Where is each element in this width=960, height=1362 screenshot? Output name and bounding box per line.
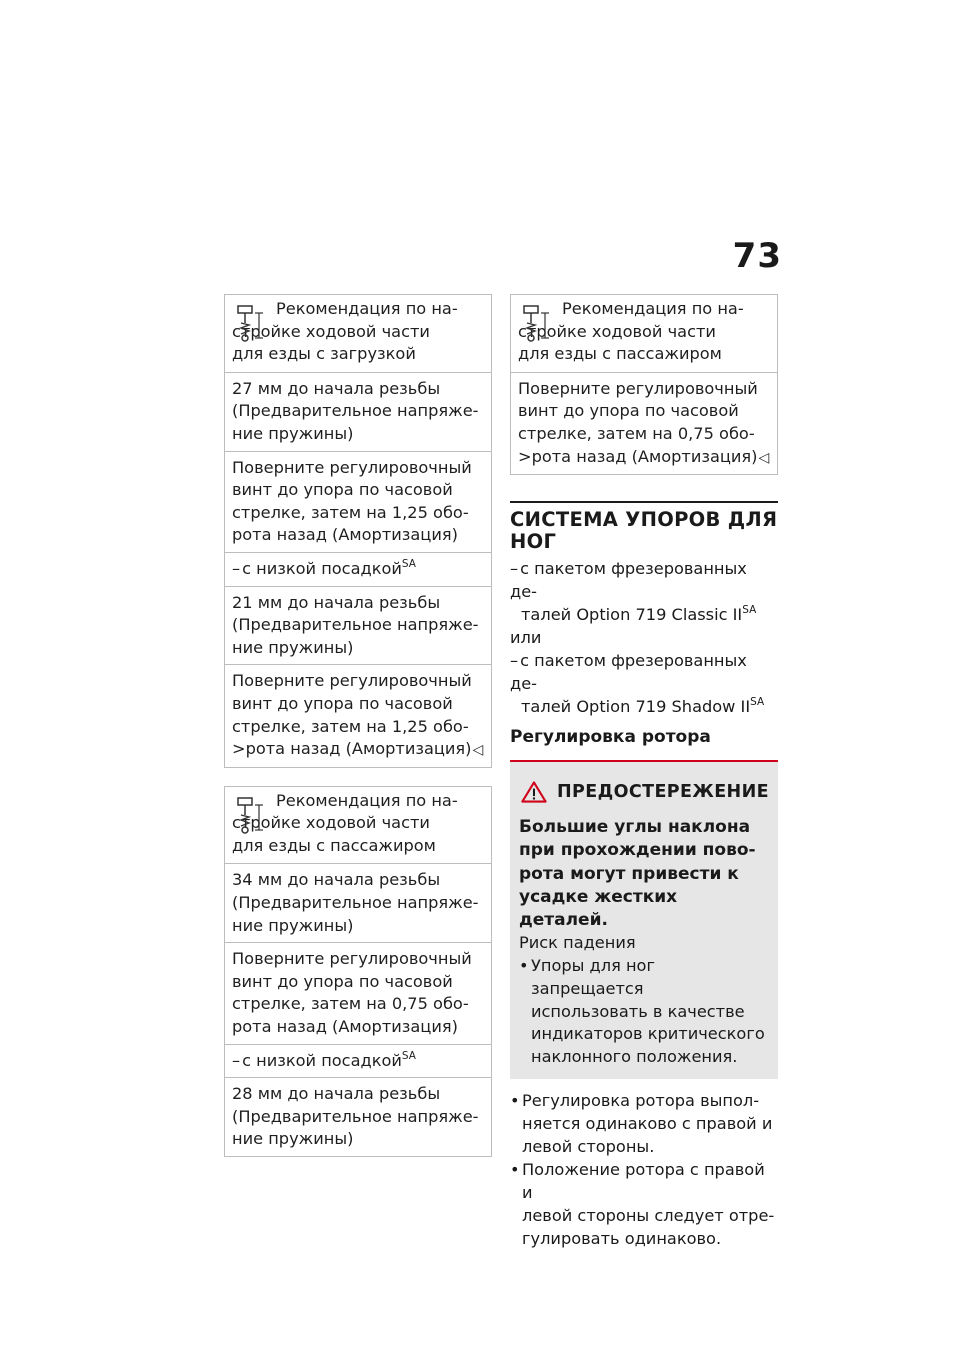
warning-header [519,772,769,812]
value-cell: Поверните регулировочный винт до упора по часовой стрелке, затем на 1,25 обо- >рота назад (Амортизация)◁ [225,665,491,767]
bullet-mark: • [519,955,529,975]
value-cell: Поверните регулировочный винт до упора по часовой стрелке, затем на 0,75 обо- рота назад (Амортизация) [225,943,491,1044]
right-column [510,294,778,1250]
list-item: • Положение ротора с правой и левой стороны следует отре- гулировать одинаково. [510,1159,775,1248]
variant-cell: – с низкой посадкой$^{SA}$ [225,553,491,587]
value-cell: 27 мм до начала резьбы (Предварительное напряже- ние пружины) [225,373,491,452]
suspension-spring-icon [523,303,551,343]
value-cell: 34 мм до начала резьбы (Предварительное напряже- ние пружины) [225,864,491,943]
option-cont: талей Option 719 Classic $II^{SA}$ [521,604,757,625]
warning-box [510,760,778,1079]
warning-heading: ПРЕДОСТЕРЕЖЕНИЕ [556,782,769,803]
value-cell: 28 мм до начала резьбы (Предварительное напряже- ние пружины) [225,1078,491,1157]
bullet-mark: • [510,1159,520,1179]
option-cont: талей Option 719 Shadow $II^{SA}$ [521,696,765,717]
option-or: или [510,628,542,648]
page-number: 73 [732,236,782,276]
bullet-mark: • [510,1090,520,1110]
option-list [510,557,778,718]
end-mark: ◁ [472,742,484,759]
value-cell: 21 мм до начала резьбы (Предварительное напряже- ние пружины) [225,587,491,666]
section-title-line: НОГ [510,530,557,554]
variant-cell: – с низкой посадкой$^{SA}$ [225,1045,491,1079]
section-title [510,501,778,553]
spec-header-cell: Рекомендация по на- стройке ходовой части для езды с загрузкой [225,295,491,373]
suspension-settings-table-cont [510,294,778,475]
option-lead: – с пакетом фрезерованных де- [510,557,778,603]
end-mark: ◁ [758,449,770,466]
warning-bullet: • Упоры для ног запрещается использовать в качестве индикаторов критического наклонного положения. [519,955,769,1069]
suspension-spring-icon [237,303,265,343]
list-item: • Регулировка ротора выпол- няется одинаково с правой и левой стороны. [510,1090,773,1156]
warning-statement: Большие углы наклона при прохождении пово- рота могут привести к усадке жестких деталей. [519,817,756,930]
value-cell: Поверните регулировочный винт до упора по часовой стрелке, затем на 1,25 обо- рота назад (Амортизация) [225,452,491,553]
warning-triangle-icon [521,776,547,808]
warning-risk: Риск падения [519,933,636,953]
spec-header-cell: Рекомендация по на- стройке ходовой части для езды с пассажиром [511,295,777,373]
section-title-line: СИСТЕМА УПОРОВ ДЛЯ [510,508,778,532]
sub-title: Регулировка ротора [510,727,711,748]
instruction-list [510,1089,778,1250]
left-column [224,294,492,1157]
suspension-settings-table [224,294,492,1157]
suspension-spring-icon [237,795,265,835]
value-cell: Поверните регулировочный винт до упора по часовой стрелке, затем на 0,75 обо- >рота назад (Амортизация)◁ [511,373,777,475]
table-gap [224,768,492,787]
spec-header-cell: Рекомендация по на- стройке ходовой части для езды с пассажиром [225,787,491,865]
option-lead: – с пакетом фрезерованных де- [510,649,778,695]
